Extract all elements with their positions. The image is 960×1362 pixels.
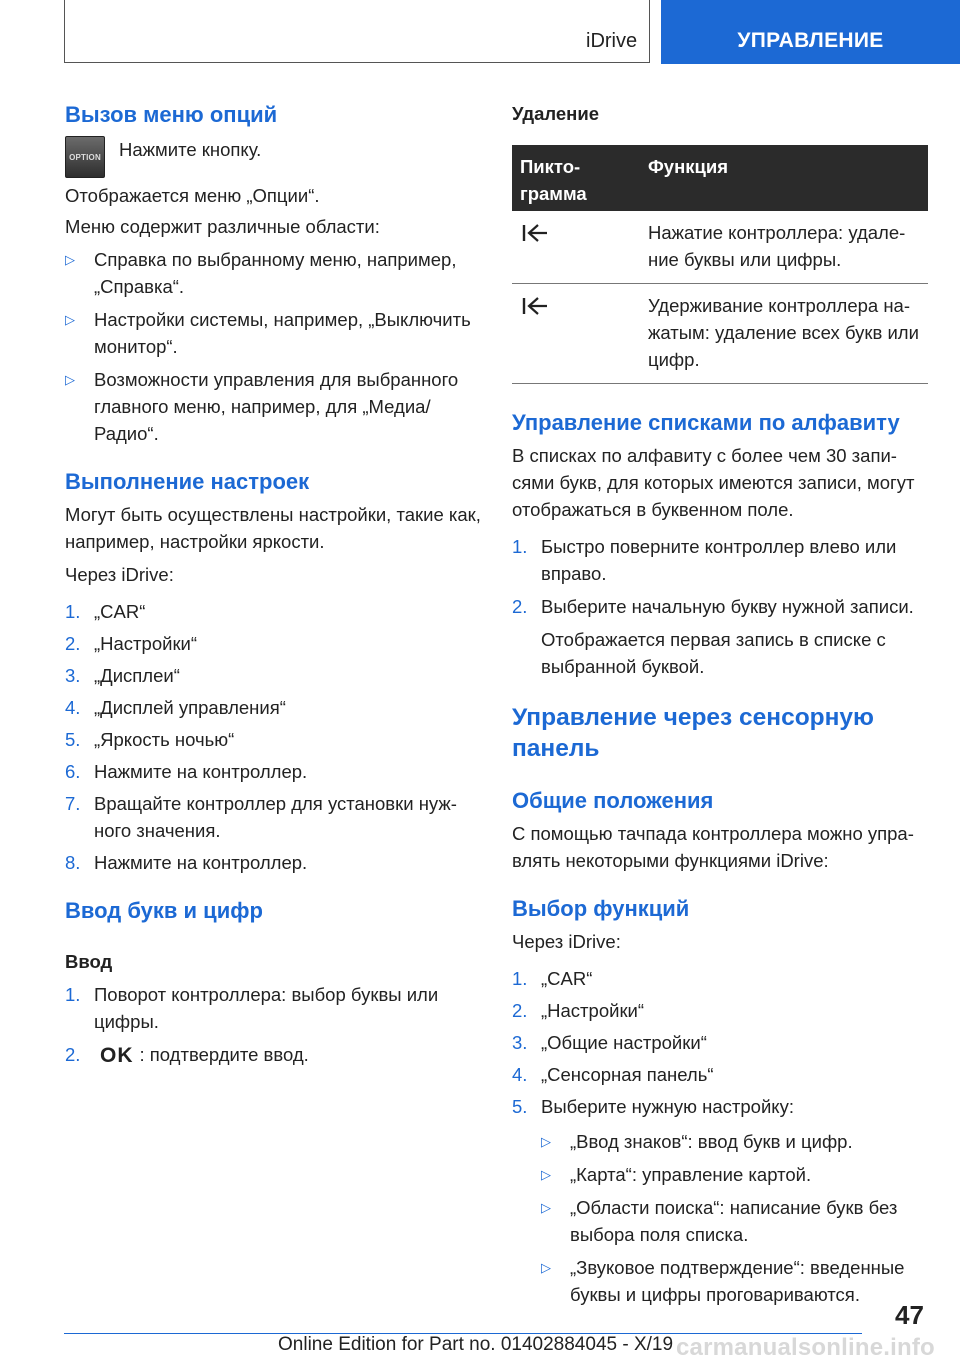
step-number: 1.	[512, 968, 528, 989]
step-number: 4.	[512, 1064, 528, 1085]
function-column-header: Функция	[640, 145, 928, 211]
list-item	[65, 306, 485, 360]
footer-edition: Online Edition for Part no. 01402884045 - X/19	[278, 1334, 674, 1355]
table-row	[512, 211, 928, 284]
list-item	[512, 1093, 928, 1120]
list-item-text: „Настройки“	[541, 1000, 645, 1021]
step-number: 8.	[65, 852, 81, 873]
table-cell-function: Удерживание контроллера нажатым: удаление всех букв или цифр.	[640, 284, 928, 384]
list-item	[512, 593, 928, 620]
list-item-text: „Дисплей управления“	[94, 697, 286, 718]
areas-list	[65, 246, 485, 447]
triangle-bullet-icon: ▷	[65, 312, 75, 327]
input-steps-list	[65, 981, 485, 1069]
list-item-text: „Звуковое подтверждение“: введенные буквы и цифры проговариваются.	[570, 1257, 905, 1305]
triangle-bullet-icon: ▷	[541, 1134, 551, 1149]
list-item	[512, 533, 928, 587]
options-shown-text: Отображается меню „Опции“.	[65, 185, 320, 206]
right-column	[512, 100, 928, 1308]
left-column	[65, 100, 485, 1069]
input-subheading: Ввод	[65, 951, 113, 972]
list-item	[65, 662, 485, 689]
letters-heading: Ввод букв и цифр	[65, 898, 263, 923]
list-item	[65, 246, 485, 300]
list-item-text: „Области поиска“: написание букв без выбора поля списка.	[570, 1197, 898, 1245]
table-cell-pictogram	[512, 211, 640, 284]
list-item-text: Выберите нужную настройку:	[541, 1096, 794, 1117]
list-item	[541, 1128, 928, 1155]
list-item-text: Выберите начальную букву нужной записи.	[541, 596, 914, 617]
list-item-text: Справка по выбранному меню, например, „Справка“.	[94, 249, 457, 297]
table-header-row	[512, 145, 928, 211]
delete-subheading: Удаление	[512, 103, 600, 124]
step-number: 5.	[65, 729, 81, 750]
list-item	[65, 694, 485, 721]
chapter-tab[interactable]	[661, 0, 960, 64]
alpha-intro-text: В списках по алфавиту с более чем 30 записями букв, для которых имеются записи, могут отображаться в буквенном поле.	[512, 445, 915, 520]
list-item-text: Возможности управления для выбранного главного меню, например, для „Медиа/ Радио“.	[94, 369, 459, 444]
select-options-list	[541, 1128, 928, 1308]
table-cell-pictogram	[512, 284, 640, 384]
list-item	[65, 1041, 485, 1069]
triangle-bullet-icon: ▷	[541, 1260, 551, 1275]
list-item-text: Вращайте контроллер для установки нужного значения.	[94, 793, 457, 841]
via-idrive-text: Через iDrive:	[512, 931, 621, 952]
delete-char-icon	[522, 222, 548, 240]
step-number: 1.	[512, 536, 528, 557]
triangle-bullet-icon: ▷	[65, 252, 75, 267]
list-item-text: „Яркость ночью“	[94, 729, 235, 750]
ok-icon: OK	[100, 1044, 134, 1067]
via-idrive-text: Через iDrive:	[65, 564, 174, 585]
list-item	[65, 726, 485, 753]
pictogram-column-header: Пикто- грамма	[512, 145, 640, 211]
list-item	[512, 1061, 928, 1088]
list-item-text: Нажмите на контроллер.	[94, 852, 308, 873]
general-heading: Общие положения	[512, 788, 714, 813]
step-number: 2.	[65, 1044, 81, 1065]
list-item-text: Настройки системы, например, „Выключить монитор“.	[94, 309, 471, 357]
select-steps-list	[512, 965, 928, 1120]
header-section-label: iDrive	[586, 30, 638, 52]
option-button-icon	[65, 136, 105, 178]
list-item-text: Поворот контроллера: выбор буквы или цифры.	[94, 984, 439, 1032]
list-item-text: „CAR“	[541, 968, 593, 989]
settings-intro-text: Могут быть осуществлены настройки, такие как, например, настройки яркости.	[65, 504, 481, 552]
list-item	[541, 1161, 928, 1188]
list-item	[65, 366, 485, 447]
step-number: 6.	[65, 761, 81, 782]
list-item	[512, 1029, 928, 1056]
table-row	[512, 284, 928, 384]
list-item	[65, 790, 485, 844]
triangle-bullet-icon: ▷	[541, 1200, 551, 1215]
general-text: С помощью тачпада контроллера можно управлять некоторыми функциями iDrive:	[512, 823, 914, 871]
list-item-text: : подтвердите ввод.	[139, 1044, 309, 1065]
chapter-tab-label: УПРАВЛЕНИЕ	[737, 29, 884, 52]
list-item-text: Быстро поверните контроллер влево или вправо.	[541, 536, 897, 584]
alpha-result-text: Отображается первая запись в списке с выбранной буквой.	[541, 629, 886, 677]
list-item	[65, 981, 485, 1035]
step-number: 2.	[512, 1000, 528, 1021]
list-item	[65, 758, 485, 785]
options-heading: Вызов меню опций	[65, 102, 278, 127]
list-item	[541, 1254, 928, 1308]
settings-steps-list	[65, 598, 485, 876]
page-number: 47	[895, 1300, 924, 1330]
triangle-bullet-icon: ▷	[541, 1167, 551, 1182]
watermark: carmanualsonline.info	[676, 1334, 935, 1361]
triangle-bullet-icon: ▷	[65, 372, 75, 387]
list-item	[65, 598, 485, 625]
touchpad-heading: Управление через сенсорную панель	[512, 704, 874, 762]
list-item-text: „Дисплеи“	[94, 665, 180, 686]
table-cell-function: Нажатие контроллера: удаление буквы или цифры.	[640, 211, 928, 284]
alpha-steps-list	[512, 533, 928, 620]
step-number: 7.	[65, 793, 81, 814]
list-item-text: „Общие настройки“	[541, 1032, 707, 1053]
list-item-text: „Карта“: управление картой.	[570, 1164, 812, 1185]
list-item-text: „Сенсорная панель“	[541, 1064, 714, 1085]
delete-all-icon	[522, 295, 548, 313]
press-button-text: Нажмите кнопку.	[119, 139, 262, 160]
step-number: 2.	[512, 596, 528, 617]
step-number: 1.	[65, 984, 81, 1005]
step-number: 2.	[65, 633, 81, 654]
select-heading: Выбор функций	[512, 896, 690, 921]
list-item-text: Нажмите на контроллер.	[94, 761, 308, 782]
list-item-text: „Ввод знаков“: ввод букв и цифр.	[570, 1131, 853, 1152]
settings-heading: Выполнение настроек	[65, 469, 310, 494]
list-item	[512, 997, 928, 1024]
step-number: 1.	[65, 601, 81, 622]
list-item-text: „CAR“	[94, 601, 146, 622]
delete-function-table	[512, 145, 928, 384]
option-icon-label: OPTION	[69, 152, 101, 162]
step-number: 3.	[512, 1032, 528, 1053]
step-number: 3.	[65, 665, 81, 686]
step-number: 5.	[512, 1096, 528, 1117]
option-button-row	[65, 136, 485, 178]
list-item-text: „Настройки“	[94, 633, 198, 654]
list-item	[65, 630, 485, 657]
header-frame	[64, 0, 650, 63]
list-item	[512, 965, 928, 992]
menu-contains-text: Меню содержит различные области:	[65, 216, 380, 237]
list-item	[65, 849, 485, 876]
list-item	[541, 1194, 928, 1248]
step-number: 4.	[65, 697, 81, 718]
alpha-heading: Управление списками по алфавиту	[512, 410, 900, 435]
